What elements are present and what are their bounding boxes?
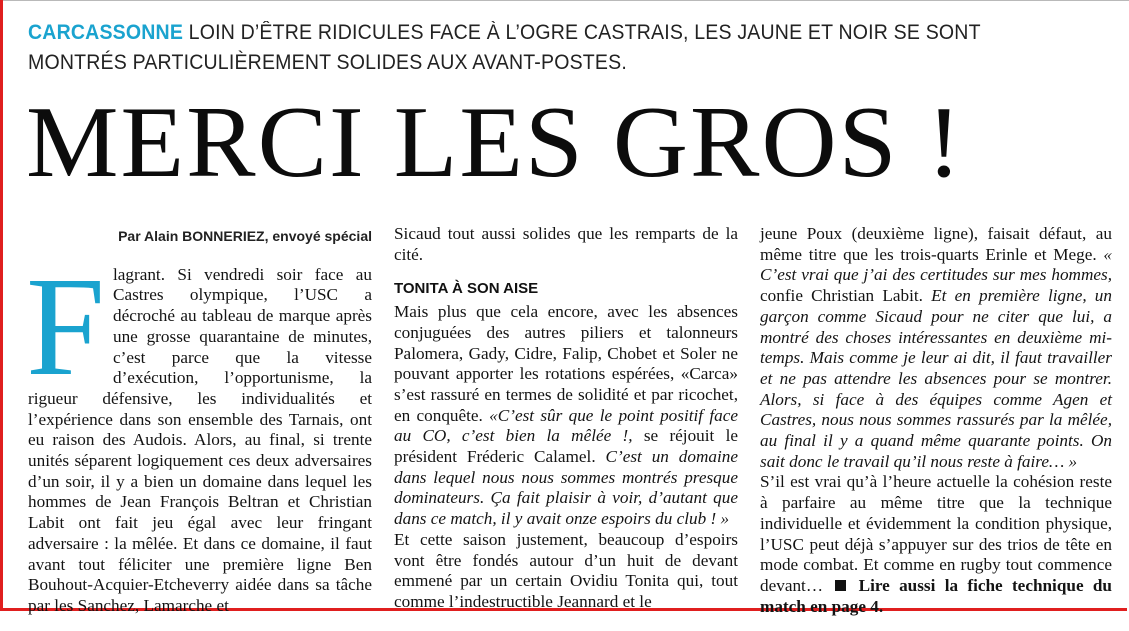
col3-p1-text-b: confie Christian Labit.	[760, 286, 932, 306]
quote-labit-2: Et en première ligne, un garçon comme Sicaud pour ne citer que lui, a montré des choses intéressantes en deuxième mi-temps. Mais comme je leur ai dit, il faut travailler et ne pas attendre les absences pour se montrer. Alors, si face à des équipes comme Agen et Castres, nous nous sommes rassurés par la mêlée, au final il y a quand même quarante points. On sait donc le travail qu’il nous reste à faire… »	[760, 286, 1112, 471]
lead-paragraph	[26, 246, 372, 617]
end-square-icon	[835, 580, 846, 591]
column-1	[28, 224, 372, 617]
byline: Par Alain BONNERIEZ, envoyé spécial	[118, 228, 372, 244]
column-2	[394, 224, 738, 613]
col2-paragraph-1	[394, 302, 738, 530]
col3-paragraph-2	[760, 472, 1112, 617]
article-headline: MERCI LES GROS !	[26, 86, 964, 199]
column-3	[760, 224, 1112, 617]
quote-calamel-2: C’est un domaine dans lequel nous nous sommes montrés presque dominateurs. Ça fait plaisir à voir, d’autant que dans ce match, il y avait onze espoirs du club ! »	[394, 447, 738, 529]
subheading: TONITA À SON AISE	[394, 280, 539, 298]
kicker-text: LOIN D’ÊTRE RIDICULES FACE À L’OGRE CASTRAIS, LES JAUNE ET NOIR SE SONT MONTRÉS PARTICULIÈREMENT SOLIDES AUX AVANT-POSTES.	[28, 21, 981, 74]
drop-cap: F	[26, 246, 105, 405]
kicker-place: CARCASSONNE	[28, 21, 184, 44]
quote-labit-1: « C’est vrai que j’ai des certitudes sur mes hommes,	[760, 244, 1112, 285]
col2-paragraph-2: Et cette saison justement, beaucoup d’espoirs vont être fondés autour d’un huit de devant emmené par un certain Ovidiu Tonita qui, tout comme l’indestructible Jeannard et le	[394, 529, 738, 611]
col2-intro: Sicaud tout aussi solides que les remparts de la cité.	[394, 224, 738, 264]
article-kicker	[28, 18, 1042, 78]
lead-text: lagrant. Si vendredi soir face au Castres olympique, l’USC a décroché au tableau de marque après une grosse quarantaine de minutes, c’est parce que la vitesse d’exécution, l’opportunisme, la rigueur défensive, les individualités et l’expérience dans son ensemble des Tarnais, ont eu raison des Audois. Alors, au final, si trente unités séparent logiquement ces deux adversaires d’un soir, il y a bien un domaine dans lequel les hommes de Jean François Beltran et Christian Labit ont fait jeu égal avec leur fringant adversaire : la mêlée. Et dans ce domaine, il faut avant tout féliciter une première ligne Ben Bouhout-Acquier-Etcheverry aidée dans sa tâche par les Sanchez, Lamarche et	[28, 264, 372, 615]
quote-calamel-1: «C’est sûr que le point positif face au CO, c’est bien la mêlée !,	[394, 405, 738, 446]
see-also-link: Lire aussi la fiche technique du match en page 4.	[760, 575, 1112, 616]
col3-p2-text: S’il est vrai qu’à l’heure actuelle la cohésion reste à parfaire au même titre que la technique individuelle et évidemment la condition physique, l’USC peut déjà s’appuyer sur des trios de tête en mode combat. Et comme en rugby tout commence devant…	[760, 472, 1112, 595]
col3-paragraph-1	[760, 224, 1112, 472]
col2-p1-text-b: se réjouit le président Fréderic Calamel.	[394, 426, 738, 467]
col2-p1-text-a: Mais plus que cela encore, avec les absences conjuguées des autres piliers et talonneurs Palomera, Gady, Cidre, Falip, Chobet et Soler ne pouvant apporter les rotations espérées, «Carca» s’est rassuré en termes de solidité et par ricochet, en conquête.	[394, 302, 738, 425]
col3-p1-text-a: jeune Poux (deuxième ligne), faisait défaut, au même titre que les trois-quarts Erinle et Mege.	[760, 224, 1112, 264]
